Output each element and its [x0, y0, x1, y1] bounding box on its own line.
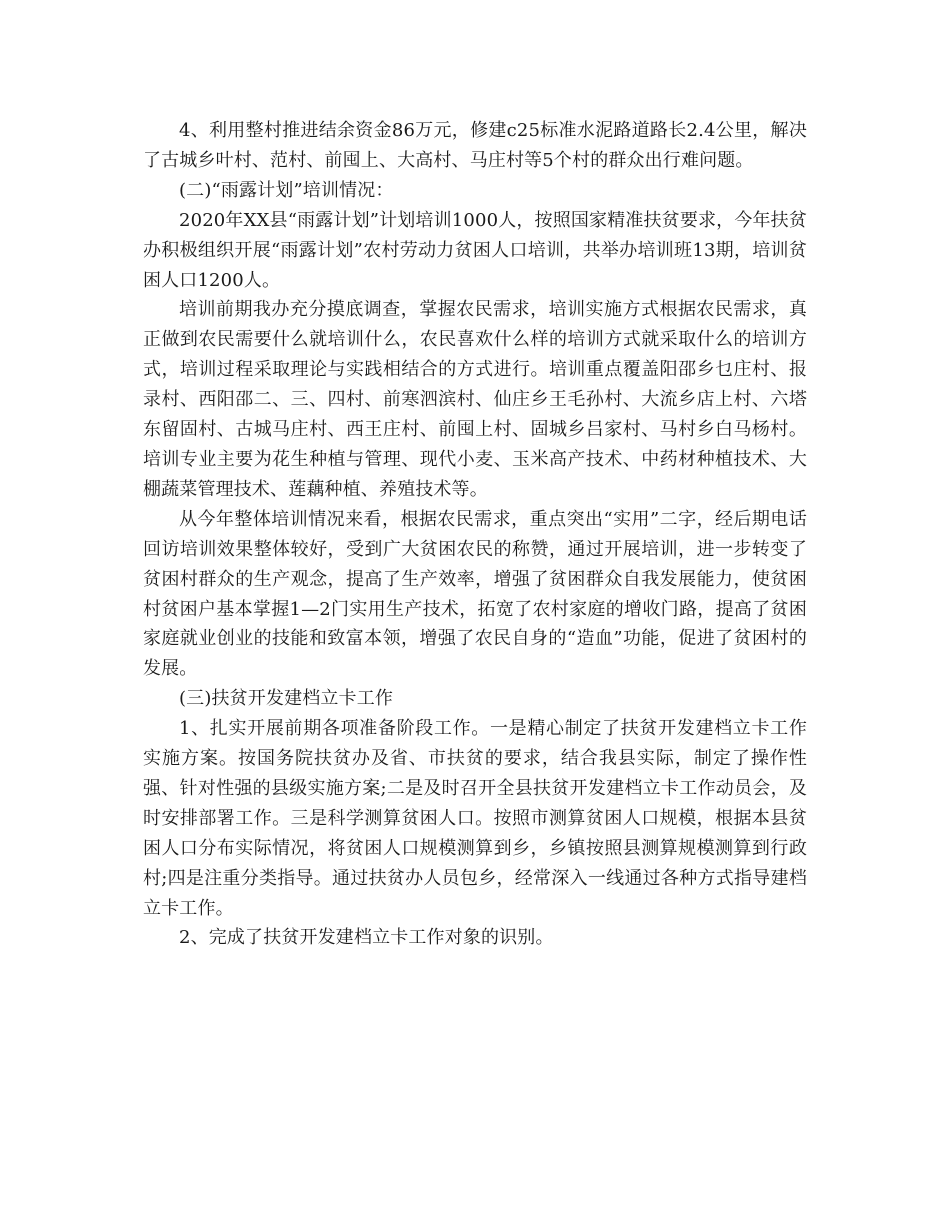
section-heading-file-registration: (三)扶贫开发建档立卡工作 [179, 688, 393, 710]
document-page [143, 116, 807, 953]
section-heading-yulu-training: (二)“雨露计划”培训情况： [179, 179, 394, 201]
paragraph-preparation-work: 1、扎实开展前期各项准备阶段工作。一是精心制定了扶贫开发建档立卡工作实施方案。按国务院扶贫办及省、市扶贫的要求，结合我县实际，制定了操作性强、针对性强的县级实施方案;二是及时召开全县扶贫开发建档立卡工作动员会，及时安排部署工作。三是科学测算贫困人口。按照市测算贫困人口规模，根据本县贫困人口分布实际情况，将贫困人口规模测算到乡，乡镇按照县测算规模测算到行政村;四是注重分类指导。通过扶贫办人员包乡，经常深入一线通过各种方式指导建档立卡工作。 [143, 718, 807, 919]
paragraph-object-identification: 2、完成了扶贫开发建档立卡工作对象的识别。 [179, 927, 554, 949]
paragraph-training-results: 从今年整体培训情况来看，根据农民需求，重点突出“实用”二字，经后期电话回访培训效果整体较好，受到广大贫困农民的称赞，通过开展培训，进一步转变了贫困村群众的生产观念，提高了生产效率，增强了贫困群众自我发展能力，使贫困村贫困户基本掌握1—2门实用生产技术，拓宽了农村家庭的增收门路，提高了贫困家庭就业创业的技能和致富本领，增强了农民自身的“造血”功能，促进了贫困村的发展。 [143, 508, 807, 680]
paragraph-training-plan: 2020年XX县“雨露计划”计划培训1000人，按照国家精准扶贫要求，今年扶贫办积极组织开展“雨露计划”农村劳动力贫困人口培训，共举办培训班13期，培训贫困人口1200人。 [143, 209, 807, 291]
paragraph-road-construction: 4、利用整村推进结余资金86万元，修建c25标准水泥路道路长2.4公里，解决了古城乡叶村、范村、前囤上、大高村、马庄村等5个村的群众出行难问题。 [143, 120, 807, 171]
paragraph-training-method: 培训前期我办充分摸底调查，掌握农民需求，培训实施方式根据农民需求，真正做到农民需要什么就培训什么，农民喜欢什么样的培训方式就采取什么的培训方式，培训过程采取理论与实践相结合的方式进行。培训重点覆盖阳邵乡乜庄村、报录村、西阳邵二、三、四村、前寒泗滨村、仙庄乡王毛孙村、大流乡店上村、六塔东留固村、古城马庄村、西王庄村、前囤上村、固城乡吕家村、马村乡白马杨村。培训专业主要为花生种植与管理、现代小麦、玉米高产技术、中药材种植技术、大棚蔬菜管理技术、莲藕种植、养殖技术等。 [143, 299, 807, 500]
